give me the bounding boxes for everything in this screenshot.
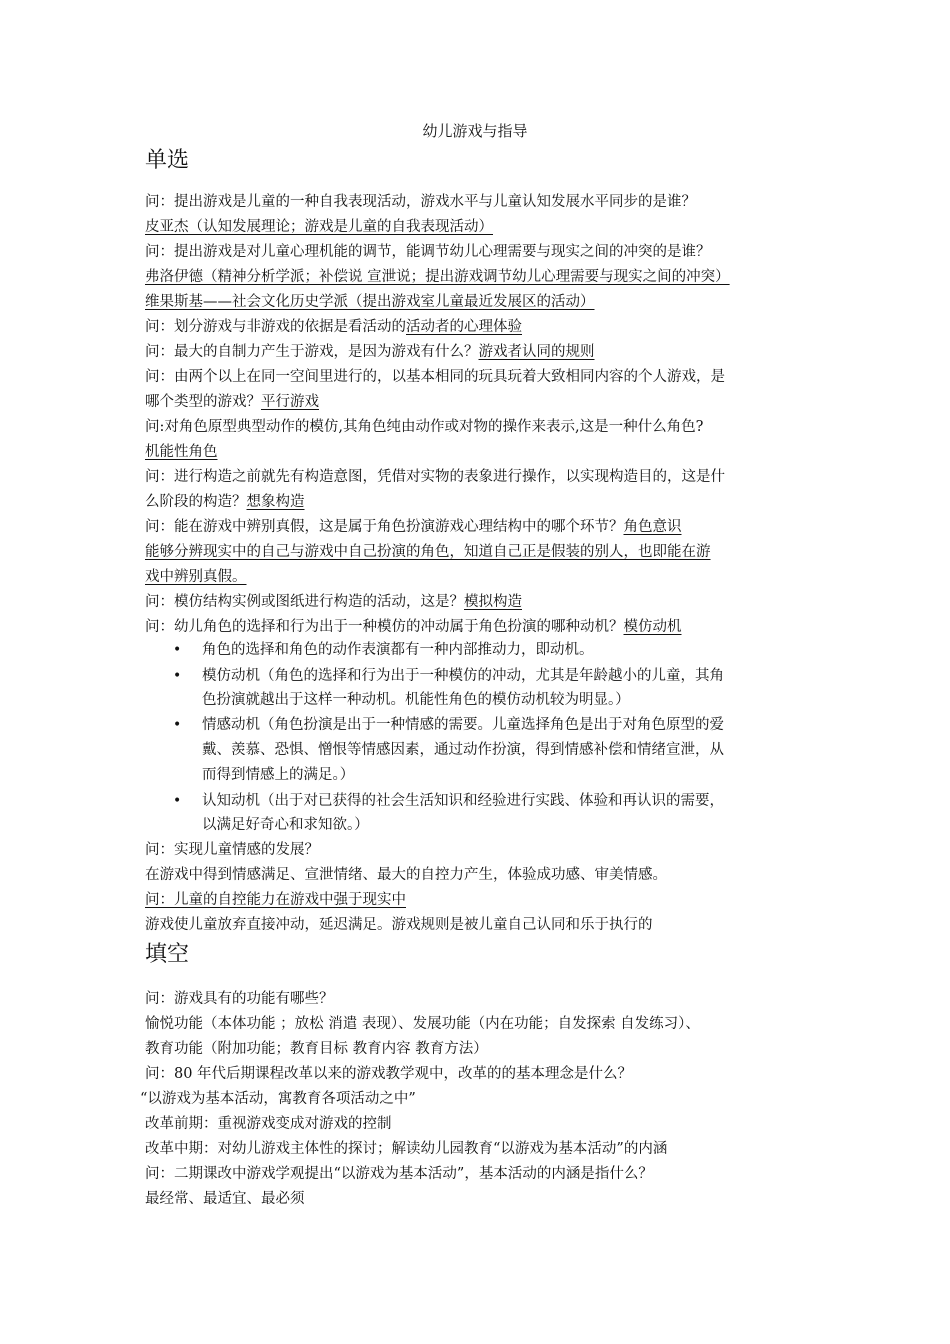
- question-line: [145, 317, 815, 337]
- answer-line: 教育功能（附加功能；教育目标 教育内容 教育方法）: [145, 1041, 488, 1057]
- bullet-text: 情感动机（角色扮演是出于一种情感的需要。儿童选择角色是出于对角色原型的爱: [202, 717, 724, 733]
- bullet-text: 角色的选择和角色的动作表演都有一种内部推动力，即动机。: [202, 642, 594, 658]
- answer-line: “以游戏为基本活动，寓教育各项活动之中”: [140, 1091, 416, 1107]
- answer-line: 皮亚杰（认知发展理论；游戏是儿童的自我表现活动）: [145, 219, 493, 235]
- question-line: 问：进行构造之前就先有构造意图，凭借对实物的表象进行操作，以实现构造目的，这是什: [145, 469, 725, 485]
- bullet-text: 认知动机（出于对已获得的社会生活知识和经验进行实践、体验和再认识的需要，: [202, 793, 724, 809]
- answer-text: 活动者的心理体验: [406, 319, 522, 335]
- question-text: 问：模仿结构实例或图纸进行构造的活动，这是？: [145, 594, 464, 610]
- question-text: 问：能在游戏中辨别真假，这是属于角色扮演游戏心理结构中的哪个环节？: [145, 519, 624, 535]
- question-line: 问：二期课改中游戏学观提出“以游戏为基本活动”，基本活动的内涵是指什么？: [145, 1166, 653, 1182]
- question-text: 哪个类型的游戏？: [145, 394, 261, 410]
- answer-text: 游戏者认同的规则: [478, 344, 595, 360]
- question-line: 问：儿童的自控能力在游戏中强于现实中: [145, 892, 406, 908]
- answer-line: 游戏使儿童放弃直接冲动，延迟满足。游戏规则是被儿童自己认同和乐于执行的: [145, 917, 653, 933]
- bullet-text: 色扮演就越出于这样一种动机。机能性角色的模仿动机较为明显。）: [202, 692, 630, 708]
- question-line: 问：80 年代后期课程改革以来的游戏教学观中，改革的的基本理念是什么？: [145, 1066, 633, 1082]
- question-line: 问:对角色原型典型动作的模仿,其角色纯由动作或对物的操作来表示,这是一种什么角色?: [145, 419, 704, 435]
- bullet-dot: •: [173, 793, 182, 809]
- question-line: 问：由两个以上在同一空间里进行的，以基本相同的玩具玩着大致相同内容的个人游戏，是: [145, 369, 725, 385]
- answer-line: 最经常、最适宜、最必须: [145, 1191, 305, 1207]
- bullet-dot: •: [173, 642, 182, 658]
- answer-text: 想象构造: [246, 494, 305, 510]
- bullet-dot: •: [173, 668, 182, 684]
- answer-text: 模拟构造: [464, 594, 522, 610]
- answer-line: 愉悦功能（本体功能 ；放松 消遣 表现）、发展功能（内在功能；自发探索 自发练习）、: [145, 1016, 700, 1032]
- bullet-text: 模仿动机（角色的选择和行为出于一种模仿的冲动，尤其是年龄越小的儿童，其角: [202, 668, 724, 684]
- answer-line: 戏中辨别真假。: [145, 569, 247, 585]
- question-line: [145, 517, 815, 537]
- bullet-dot: •: [173, 717, 182, 733]
- question-text: 么阶段的构造？: [145, 494, 247, 510]
- section-heading-fill-blank: 填空: [145, 942, 190, 967]
- question-text: 问：最大的自制力产生于游戏，是因为游戏有什么？: [145, 344, 479, 360]
- bullet-text: 戴、羡慕、恐惧、憎恨等情感因素，通过动作扮演，得到情感补偿和情绪宣泄，从: [202, 742, 724, 758]
- question-line: [145, 592, 815, 612]
- question-line: 问：提出游戏是儿童的一种自我表现活动，游戏水平与儿童认知发展水平同步的是谁？: [145, 194, 696, 210]
- answer-line: 在游戏中得到情感满足、宣泄情绪、最大的自控力产生，体验成功感、审美情感。: [145, 867, 667, 883]
- section-heading-single-choice: 单选: [145, 148, 190, 173]
- question-line: 问：游戏具有的功能有哪些？: [145, 991, 334, 1007]
- answer-line: 能够分辨现实中的自己与游戏中自己扮演的角色，知道自己正是假装的别人，也即能在游: [145, 544, 711, 560]
- answer-line: 机能性角色: [145, 444, 218, 460]
- answer-text: 模仿动机: [623, 619, 682, 635]
- answer-line: 弗洛伊德（精神分析学派；补偿说 宣泄说；提出游戏调节幼儿心理需要与现实之间的冲突）: [145, 269, 730, 285]
- answer-line: 改革中期：对幼儿游戏主体性的探讨；解读幼儿园教育“以游戏为基本活动”的内涵: [145, 1141, 668, 1157]
- answer-text: 平行游戏: [261, 394, 319, 410]
- answer-line: 维果斯基——社会文化历史学派（提出游戏室儿童最近发展区的活动）: [145, 294, 595, 310]
- question-line: [145, 342, 815, 362]
- question-line: 问：提出游戏是对儿童心理机能的调节，能调节幼儿心理需要与现实之间的冲突的是谁？: [145, 244, 711, 260]
- answer-text: 角色意识: [623, 519, 682, 535]
- answer-line: 改革前期：重视游戏变成对游戏的控制: [145, 1116, 392, 1132]
- question-text: 问：幼儿角色的选择和行为出于一种模仿的冲动属于角色扮演的哪种动机？: [145, 619, 624, 635]
- bullet-text: 以满足好奇心和求知欲。）: [202, 817, 369, 833]
- question-line: [145, 617, 815, 637]
- question-line: [145, 492, 815, 512]
- question-line: 问：实现儿童情感的发展？: [145, 842, 319, 858]
- document-title: 幼儿游戏与指导: [422, 122, 528, 140]
- bullet-text: 而得到情感上的满足。）: [202, 767, 355, 783]
- question-line: [145, 392, 815, 412]
- question-text: 问：划分游戏与非游戏的依据是看活动的: [145, 319, 406, 335]
